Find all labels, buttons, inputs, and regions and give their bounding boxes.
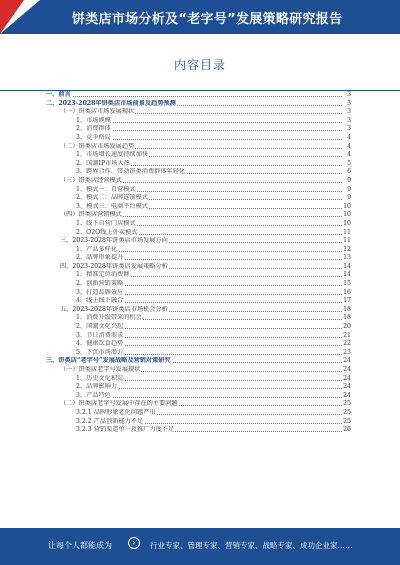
toc-entry-page: 3 [343, 91, 351, 100]
toc-entry-label: 1、历史文化积淀 [76, 374, 124, 382]
toc-entry-label: 2、O2O线上外卖模式 [76, 228, 138, 236]
toc-entry-page: 14 [343, 262, 351, 270]
toc-entry-label: 3.2.2 产品创新能力不足 [76, 417, 144, 425]
toc-entry-page: 11 [343, 228, 351, 236]
toc-entry-label: 1、市场增长速度持续加快 [76, 151, 148, 159]
toc-entry-label: 4、线上线下融合 [76, 297, 124, 305]
toc-entry-page: 4 [343, 134, 351, 143]
toc-entry[interactable] [0, 323, 400, 332]
toc-entry-page: 13 [343, 254, 351, 262]
dot-leader [76, 130, 348, 131]
toc-entry[interactable] [0, 418, 400, 427]
toc-entry[interactable] [0, 297, 400, 306]
footer-slogan-right: 行业专家、管理专家、营销专家、战略专家、成功企业家…… [150, 541, 353, 550]
toc-entry-page: 24 [343, 366, 351, 373]
toc-entry[interactable] [0, 211, 400, 220]
toc-entry-label: 2、创新营销策略 [76, 280, 124, 288]
toc-entry[interactable] [0, 237, 400, 246]
toc-entry-label: （二）饼类店市场发展趋势 [60, 142, 135, 150]
toc-entry-page: 9 [343, 186, 351, 195]
toc-entry[interactable] [0, 125, 400, 134]
toc-entry[interactable] [0, 117, 400, 126]
dot-leader [76, 397, 348, 398]
toc-heading: 内容目录 [173, 58, 226, 72]
toc-entry-page: 15 [343, 280, 351, 288]
toc-entry[interactable] [0, 306, 400, 315]
toc-entry[interactable] [0, 186, 400, 195]
toc-entry-label: 4、健康饮食趋势 [76, 340, 124, 348]
toc-entry-page: 4 [343, 151, 351, 160]
toc-entry-page: 22 [343, 340, 351, 348]
toc-entry-page: 6 [343, 168, 351, 177]
toc-entry-page: 25 [343, 400, 351, 408]
toc-entry-label: 2、模式二：品牌连锁模式 [76, 194, 148, 202]
dot-leader [76, 122, 348, 123]
toc-entry-page: 3 [343, 117, 351, 126]
toc-entry[interactable] [0, 151, 400, 160]
toc-entry[interactable] [0, 400, 400, 409]
toc-entry-label: （一）饼类店老字号发展现状 [60, 366, 141, 373]
toc-entry[interactable] [0, 375, 400, 384]
toc-entry-page: 21 [343, 331, 351, 339]
toc-entry-page: 10 [343, 211, 351, 219]
toc-entry-page: 3 [343, 100, 351, 109]
toc-entry-page: 18 [343, 305, 351, 313]
dot-leader [46, 96, 348, 97]
toc-entry-page: 12 [343, 245, 351, 253]
toc-entry-label: 1、产品多样化 [76, 245, 118, 253]
toc-entry-page: 20 [343, 323, 351, 331]
toc-entry-label: 2、国潮文化兴起 [76, 323, 124, 331]
toc-entry[interactable] [0, 349, 400, 358]
report-title: 饼类店市场分析及“老字号”发展策略研究报告 [72, 12, 343, 27]
arrow-right-icon: › [128, 537, 140, 549]
toc-entry[interactable] [0, 168, 400, 177]
toc-entry-label: 1、市场规模 [76, 116, 111, 124]
toc-entry-label: 3、跨界合作，带动饼类消费群体年轻化 [76, 168, 186, 176]
toc-entry-page: 3 [343, 125, 351, 134]
toc-entry[interactable] [0, 203, 400, 212]
toc-entry[interactable] [0, 280, 400, 289]
toc-entry-page: 10 [343, 202, 351, 210]
toc-entry-label: 1、模式一：自营模式 [76, 185, 136, 193]
toc-entry-label: 三、2023-2028年饼类店市场发展方向 [60, 237, 168, 245]
toc-entry-page: 5 [343, 160, 351, 169]
toc-entry-page: 10 [343, 219, 351, 227]
toc-entry[interactable] [0, 90, 400, 100]
toc-entry-label: 3、产品特色 [76, 391, 111, 399]
toc-entry[interactable] [0, 357, 400, 366]
toc-entry-page: 24 [343, 357, 351, 365]
toc-entry-label: 一、前言 [46, 91, 71, 98]
toc-entry-label: 1、精准定位消费群 [76, 271, 130, 279]
toc-entry[interactable] [0, 246, 400, 255]
header-banner [0, 0, 400, 34]
toc-entry[interactable] [0, 366, 400, 375]
toc-entry[interactable] [0, 392, 400, 401]
toc-entry-page: 25 [343, 417, 351, 425]
toc-entry[interactable] [0, 108, 400, 117]
toc-entry[interactable] [0, 263, 400, 272]
toc-entry-page: 9 [343, 194, 351, 203]
toc-entry-label: （四）饼类店营销模式 [60, 211, 122, 219]
toc-entry[interactable] [0, 194, 400, 203]
header-red-accent [0, 0, 24, 34]
toc-entry-label: 1、消费升级带来的机会 [76, 314, 142, 322]
toc-entry-page: 23 [343, 348, 351, 356]
toc-entry[interactable] [0, 314, 400, 323]
toc-entry[interactable] [0, 143, 400, 152]
toc-entry-page: 16 [343, 288, 351, 296]
toc-entry-label: 五、2023-2028年饼类店市场机会分析 [60, 305, 168, 313]
toc-entry-label: （三）饼类店经营模式 [60, 176, 122, 184]
toc-entry[interactable] [0, 160, 400, 169]
toc-entry[interactable] [0, 409, 400, 418]
toc-entry-page: 3 [343, 108, 351, 117]
toc-entry-page: 26 [343, 426, 351, 434]
dot-leader [76, 139, 348, 140]
toc-entry-label: 1、线下自营门店模式 [76, 219, 136, 227]
toc-entry[interactable] [0, 229, 400, 238]
toc-entry-page: 11 [343, 237, 351, 245]
toc-entry[interactable] [0, 177, 400, 186]
toc-entry-label: 2、品牌影响力 [76, 383, 118, 391]
toc-entry-label: 3、模式三：电商平台模式 [76, 202, 148, 210]
toc-entry[interactable] [0, 100, 400, 109]
toc-entry-label: 3、竞争格局 [76, 133, 111, 141]
table-of-contents [0, 90, 400, 435]
toc-entry-label: 3、节日消费需求 [76, 331, 124, 339]
toc-entry[interactable] [0, 254, 400, 263]
toc-entry-label: 二、2023-2028年饼类店市场前景及趋势预测 [46, 99, 176, 107]
toc-entry[interactable] [0, 340, 400, 349]
toc-entry-label: （一）饼类店市场发展现状 [60, 108, 135, 116]
toc-entry-label: 2、消费群体 [76, 125, 111, 133]
toc-entry-label: 四、2023-2028年饼类店发展策略分析 [60, 262, 168, 270]
toc-entry-page: 24 [343, 383, 351, 391]
toc-entry-page: 17 [343, 297, 351, 305]
toc-entry-page: 18 [343, 314, 351, 322]
footer-banner [0, 528, 400, 565]
toc-entry[interactable] [0, 220, 400, 229]
toc-entry-label: 2、国潮IP市场大热 [76, 159, 130, 167]
toc-entry-page: 9 [343, 177, 351, 186]
toc-entry-page: 24 [343, 374, 351, 382]
toc-entry[interactable] [0, 289, 400, 298]
toc-entry[interactable] [0, 332, 400, 341]
toc-entry-label: 3、打造品牌效应 [76, 288, 124, 296]
toc-entry-page: 25 [343, 408, 351, 416]
footer-slogan-left: 让每个人都能成为 [48, 541, 112, 550]
toc-entry-label: 3.2.1 品牌形象老化问题严重 [76, 408, 156, 416]
toc-entry-label: 3.2.3 营销渠道单一及推广力度不足 [76, 426, 175, 434]
toc-entry[interactable] [0, 383, 400, 392]
toc-entry[interactable] [0, 426, 400, 435]
toc-entry-label: 三、饼类店“老字号”发展战略及营销对策研究 [46, 357, 171, 365]
toc-entry[interactable] [0, 271, 400, 280]
toc-entry-label: （二）饼类店老字号发展中存在的主要问题 [60, 400, 178, 408]
toc-entry[interactable] [0, 134, 400, 143]
toc-entry-page: 24 [343, 391, 351, 399]
toc-entry-page: 14 [343, 271, 351, 279]
toc-entry-label: 2、品牌形象提升 [76, 254, 124, 262]
toc-entry-label: 5、下沉市场潜力 [76, 348, 124, 356]
toc-entry-page: 4 [343, 143, 351, 152]
